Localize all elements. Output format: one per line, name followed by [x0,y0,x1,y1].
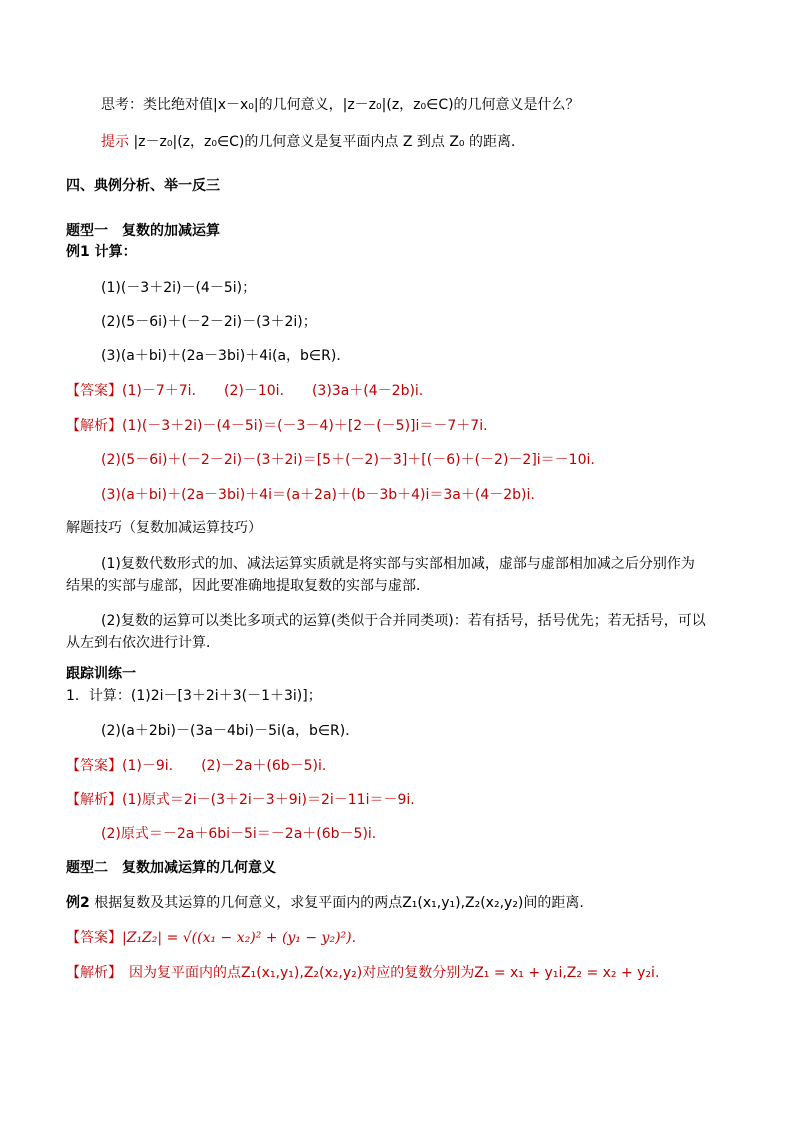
answer-formula: |Z₁Z₂| = √((x₁ − x₂)² + (y₁ − y₂)²). [122,930,357,946]
solution2-line-1 [66,791,415,809]
example2 [66,894,584,912]
example2-text: 根据复数及其运算的几何意义，求复平面内的两点Z₁(x₁,y₁),Z₂(x₂,y₂)间的距离. [89,895,584,911]
practice1-line-2: (2)(a＋2bi)－(3a－4bi)－5i(a，b∈R)． [101,723,360,739]
follow-heading: 跟踪训练一 [66,666,136,682]
practice1-line-1: 1．计算：(1)2i－[3＋2i＋3(－1＋3i)]； [66,688,322,704]
answer1 [66,382,423,400]
think-question: 思考：类比绝对值|x－x₀|的几何意义，|z－z₀|(z，z₀∈C)的几何意义是什么？ [101,97,580,113]
type2-heading: 题型二 复数加减运算的几何意义 [66,860,276,876]
example2-label: 例2 [66,895,90,911]
answer2 [66,757,326,775]
hint-line [101,133,525,151]
example1-item-2: (2)(5－6i)＋(－2－2i)－(3＋2i)； [101,314,317,330]
solution-text: (1)(－3＋2i)－(4－5i)＝(－3－4)＋[2－(－5)]i＝－7＋7i. [122,418,488,434]
answer-label: 【答案】 [66,930,122,946]
solution1-line-3: (3)(a＋bi)＋(2a－3bi)＋4i＝(a＋2a)＋(b－3b＋4)i＝3a＋(4－2b)i. [101,487,535,503]
solution-label: 【解析】 [66,418,122,434]
tip-1: (1)复数代数形式的加、减法运算实质就是将实部与实部相加减，虚部与虚部相加减之后分别作为结果的实部与虚部，因此要准确地提取复数的实部与虚部． [66,556,695,594]
example1-item-3: (3)(a＋bi)＋(2a－3bi)＋4i(a，b∈R)． [101,348,351,364]
answer3 [66,929,356,947]
hint-label: 提示 [101,134,129,150]
example1-item-1: (1)(－3＋2i)－(4－5i)； [101,280,257,296]
type1-heading: 题型一 复数的加减运算 [66,223,220,239]
solution3 [66,964,659,982]
solution1-line-2: (2)(5－6i)＋(－2－2i)－(3＋2i)＝[5＋(－2)－3]＋[(－6)＋(－2)－2]i＝－10i. [101,452,595,468]
answer-label: 【答案】 [66,758,122,774]
hint-text: |z－z₀|(z，z₀∈C)的几何意义是复平面内点 Z 到点 Z₀ 的距离． [129,134,525,150]
answer-label: 【答案】 [66,383,122,399]
solution-label: 【解析】 [66,792,122,808]
answer-text: (1)－9i. (2)－2a＋(6b－5)i. [122,758,327,774]
solution-text: (1)原式＝2i－(3＋2i－3＋9i)＝2i－11i＝－9i. [122,792,415,808]
solution2-line-2: (2)原式＝－2a＋6bi－5i＝－2a＋(6b－5)i. [101,826,377,842]
solution-text: 因为复平面内的点Z₁(x₁,y₁),Z₂(x₂,y₂)对应的复数分别为Z₁ = x₁ + y₁i,Z₂ = x₂ + y₂i. [115,965,660,981]
tip-2: (2)复数的运算可以类比多项式的运算(类似于合并同类项)：若有括号，括号优先；若无括号，可以从左到右依次进行计算． [66,613,706,651]
solution-label: 【解析】 [66,965,115,981]
tips-title: 解题技巧（复数加减运算技巧） [66,520,262,536]
solution1-line-1 [66,417,488,435]
section-heading: 四、典例分析、举一反三 [66,178,220,194]
example1-title: 例1 计算： [66,244,137,260]
answer-text: (1)－7＋7i. (2)－10i. (3)3a＋(4－2b)i. [122,383,424,399]
